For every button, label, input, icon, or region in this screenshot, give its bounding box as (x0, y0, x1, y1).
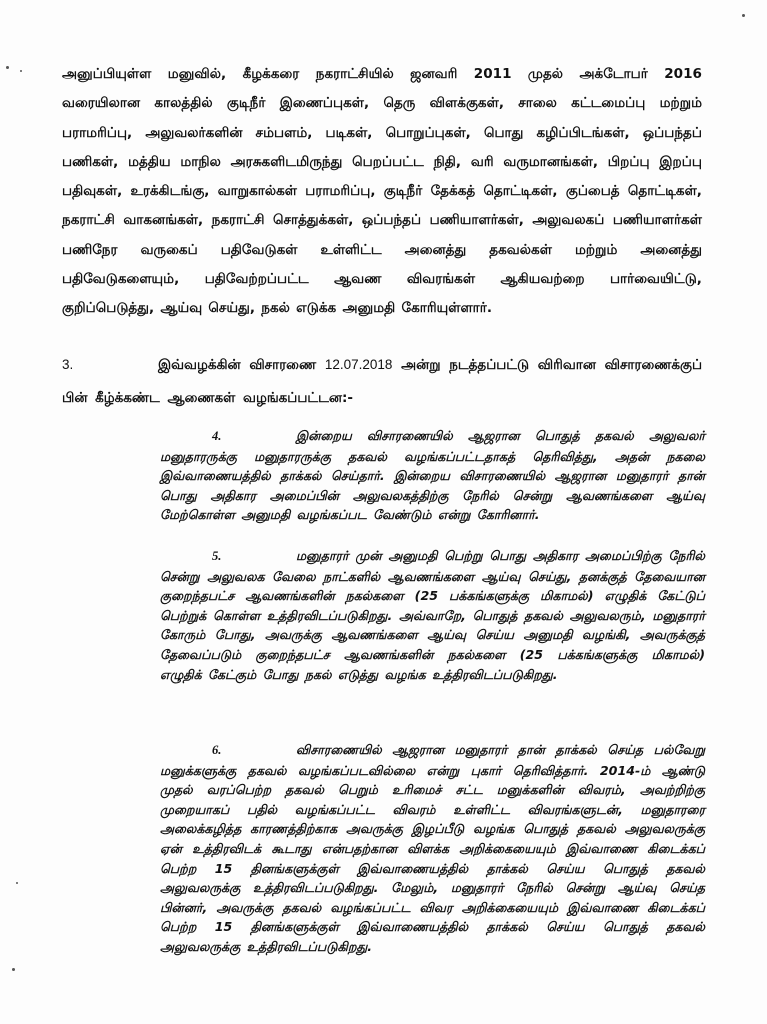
paragraph-6 (160, 740, 705, 957)
paragraph-3-text-after-date: அன்று நடத்தப்பட்டு விரிவான விசாரணைக்குப் பின் கீழ்க்கண்ட ஆணைகள் வழங்கப்பட்டன:- (62, 357, 703, 406)
intro-paragraph: அனுப்பியுள்ள மனுவில், கீழக்கரை நகராட்சியில் ஜனவரி 2011 முதல் அக்டோபர் 2016 வரையிலான காலத்தில் குடிநீர் இணைப்புகள், தெரு விளக்குகள், சாலை கட்டமைப்பு மற்றும் பராமரிப்பு, அலுவலர்களின் சம்பளம், படிகள், பொறுப்புகள், பொது கழிப்பிடங்கள், ஒப்பந்தப் பணிகள், மத்திய மாநில அரசுகளிடமிருந்து பெறப்பட்ட நிதி, வரி வருமானங்கள், பிறப்பு இறப்பு பதிவுகள், உரக்கிடங்கு, வாறுகால்கள் பராமரிப்பு, குடிநீர் தேக்கத் தொட்டிகள், குப்பைத் தொட்டிகள், நகராட்சி வாகனங்கள், நகராட்சி சொத்துக்கள், ஒப்பந்தப் பணியாளர்கள், அலுவலகப் பணியாளர்கள் பணிநேர வருகைப் பதிவேடுகள் உள்ளிட்ட அனைத்து தகவல்கள் மற்றும் அனைத்து பதிவேடுகளையும், பதிவேற்றப்பட்ட ஆவண விவரங்கள் ஆகியவற்றை பார்வையிட்டு, குறிப்பெடுத்து, ஆய்வு செய்து, நகல் எடுக்க அனுமதி கோரியுள்ளார். (62, 66, 702, 317)
scan-speck (12, 968, 15, 971)
scan-speck (6, 66, 9, 69)
hearing-date: 12.07.2018 (324, 357, 393, 372)
paragraph-number: 6. (212, 743, 222, 757)
paragraph-number: 3. (62, 357, 74, 372)
scan-speck (16, 882, 18, 884)
scan-speck (20, 70, 22, 72)
paragraph-3 (62, 348, 702, 415)
paragraph-5 (160, 546, 705, 684)
paragraph-number: 4. (212, 429, 222, 443)
scan-speck (742, 14, 745, 17)
paragraph-4-text: இன்றைய விசாரணையில் ஆஜரான பொதுத் தகவல் அலுவலர் மனுதாரருக்கு மனுதாரருக்கு தகவல் வழங்கப்பட்டதாகத் தெரிவித்து, அதன் நகலை இவ்வாணையத்தில் தாக்கல் செய்தார். இன்றைய விசாரணையில் ஆஜரான மனுதாரர் தான் பொது அதிகார அமைப்பின் அலுவலகத்திற்கு நேரில் சென்று ஆவணங்களை ஆய்வு மேற்கொள்ள அனுமதி வழங்கப்பட வேண்டும் என்று கோரினார். (160, 428, 705, 523)
paragraph-6-text: விசாரணையில் ஆஜரான மனுதாரர் தான் தாக்கல் செய்த பல்வேறு மனுக்களுக்கு தகவல் வழங்கப்படவில்லை என்று புகார் தெரிவித்தார். 2014-ம் ஆண்டு முதல் வரப்பெற்ற தகவல் பெறும் உரிமைச் சட்ட மனுக்களின் விவரம், அவற்றிற்கு முறையாகப் பதில் வழங்கப்பட்ட விவரம் உள்ளிட்ட விவரங்களுடன், மனுதாரரை அலைக்கழித்த காரணத்திற்காக அவருக்கு இழப்பீடு வழங்க பொதுத் தகவல் அலுவலருக்கு ஏன் உத்திரவிடக் கூடாது என்பதற்கான விளக்க அறிக்கையையும் இவ்வாணை கிடைக்கப் பெற்ற 15 தினங்களுக்குள் இவ்வாணையத்தில் தாக்கல் செய்ய பொதுத் தகவல் அலுவலருக்கு உத்திரவிடப்படுகிறது. மேலும், மனுதாரர் நேரில் சென்று ஆய்வு செய்த பின்னர், அவருக்கு தகவல் வழங்கப்பட்ட விவர அறிக்கையையும் இவ்வாணை கிடைக்கப் பெற்ற 15 தினங்களுக்குள் இவ்வாணையத்தில் தாக்கல் செய்ய பொதுத் தகவல் அலுவலருக்கு உத்திரவிடப்படுகிறது. (160, 742, 705, 954)
paragraph-number: 5. (212, 549, 222, 563)
paragraph-3-text-before-date: இவ்வழக்கின் விசாரணை (158, 357, 317, 373)
paragraph-5-text: மனுதாரர் முன் அனுமதி பெற்று பொது அதிகார அமைப்பிற்கு நேரில் சென்று அலுவலக வேலை நாட்களில் ஆவணங்களை ஆய்வு செய்து, தனக்குத் தேவையான குறைந்தபட்ச ஆவணங்களின் நகல்களை (25 பக்கங்களுக்கு மிகாமல்) எழுதிக் கேட்டுப் பெற்றுக் கொள்ள உத்திரவிடப்படுகிறது. அவ்வாறே, பொதுத் தகவல் அலுவலரும், மனுதாரர் கோரும் போது, அவருக்கு ஆவணங்களை ஆய்வு செய்ய அனுமதி வழங்கி, அவருக்குத் தேவைப்படும் குறைந்தபட்ச ஆவணங்களின் நகல்களை (25 பக்கங்களுக்கு மிகாமல்) எழுதிக் கேட்கும் போது நகல் எடுத்து வழங்க உத்திரவிடப்படுகிறது. (160, 548, 705, 682)
paragraph-4 (160, 426, 705, 525)
